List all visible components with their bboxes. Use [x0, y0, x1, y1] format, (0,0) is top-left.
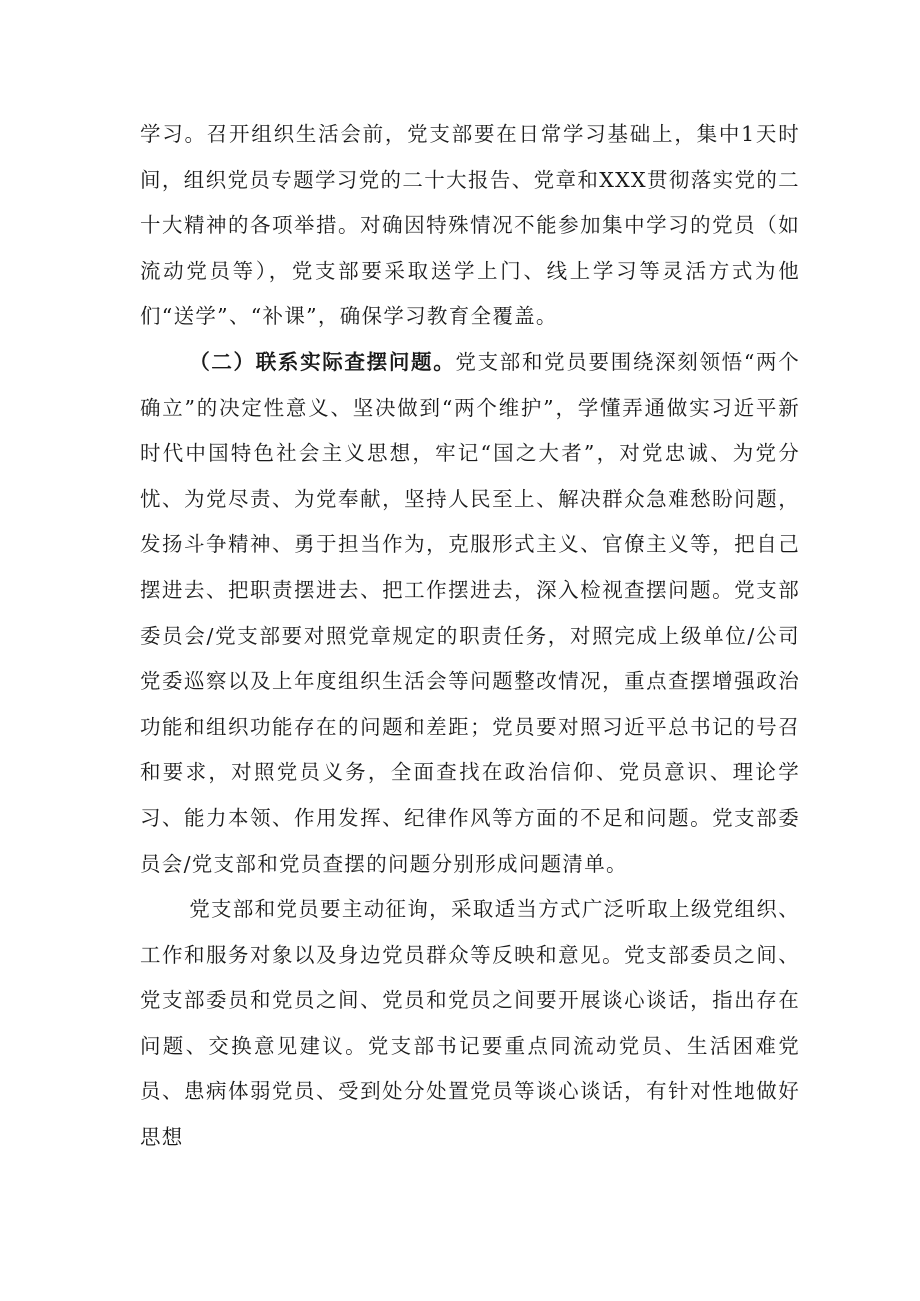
paragraph-study-continuation	[140, 112, 800, 340]
paragraph-text: 学习。召开组织生活会前，党支部要在日常学习基础上，集中1天时间，组织党员专题学习党的二十大报告、党章和XXX贯彻落实党的二十大精神的各项举措。对确因特殊情况不能参加集中学习的党员（如流动党员等），党支部要采取送学上门、线上学习等灵活方式为他们“送学”、“补课”，确保学习教育全覆盖。	[140, 122, 800, 329]
document-body	[140, 112, 800, 1161]
paragraph-text: 党支部和党员要主动征询，采取适当方式广泛听取上级党组织、工作和服务对象以及身边党员群众等反映和意见。党支部委员之间、党支部委员和党员之间、党员和党员之间要开展谈心谈话，指出存在问题、交换意见建议。党支部书记要重点同流动党员、生活困难党员、患病体弱党员、受到处分处置党员等谈心谈话，有针对性地做好思想	[140, 897, 800, 1150]
paragraph-consultation	[140, 887, 800, 1161]
section-heading: （二）联系实际查摆问题。	[189, 349, 456, 374]
paragraph-find-problems	[140, 340, 800, 887]
paragraph-text: 党支部和党员要围绕深刻领悟“两个确立”的决定性意义、坚决做到“两个维护”，学懂弄通做实习近平新时代中国特色社会主义思想，牢记“国之大者”，对党忠诚、为党分忧、为党尽责、为党奉献，坚持人民至上、解决群众急难愁盼问题，发扬斗争精神、勇于担当作为，克服形式主义、官僚主义等，把自己摆进去、把职责摆进去、把工作摆进去，深入检视查摆问题。党支部委员会/党支部要对照党章规定的职责任务，对照完成上级单位/公司党委巡察以及上年度组织生活会等问题整改情况，重点查摆增强政治功能和组织功能存在的问题和差距；党员要对照习近平总书记的号召和要求，对照党员义务，全面查找在政治信仰、党员意识、理论学习、能力本领、作用发挥、纪律作风等方面的不足和问题。党支部委员会/党支部和党员查摆的问题分别形成问题清单。	[140, 349, 800, 876]
